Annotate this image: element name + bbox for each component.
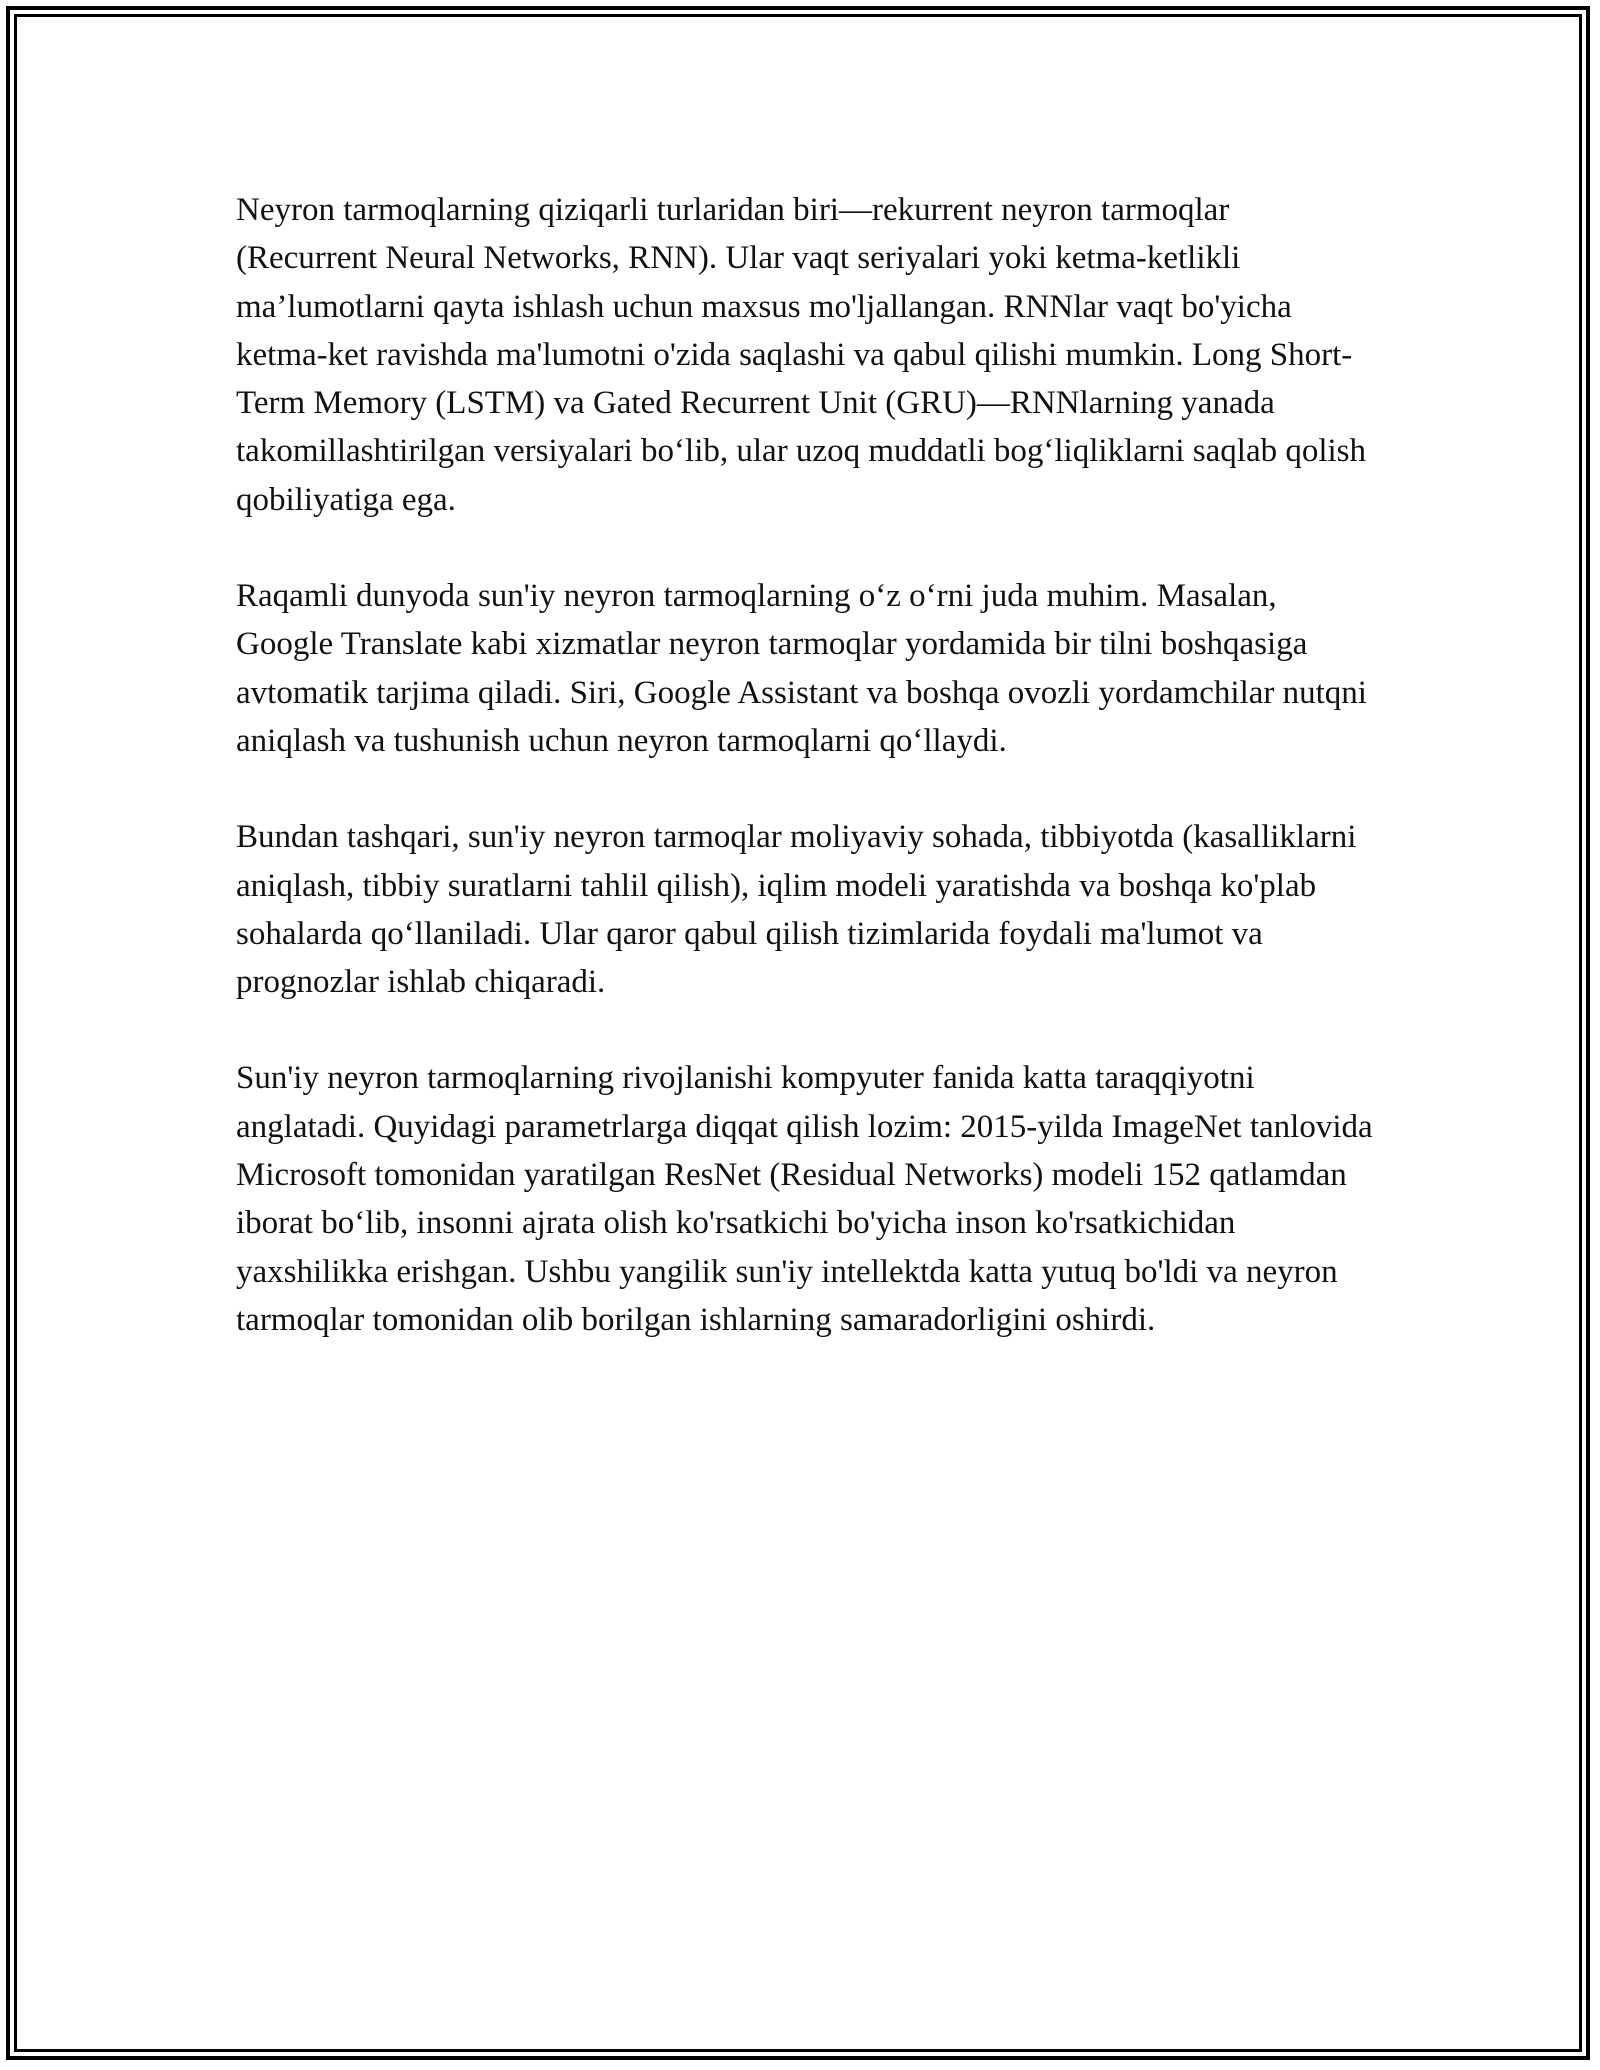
paragraph-digital-world: Raqamli dunyoda sun'iy neyron tarmoqlarning o‘z o‘rni juda muhim. Masalan, Google Translate kabi xizmatlar neyron tarmoqlar yordamida bir tilni boshqasiga avtomatik tarjima qiladi. Siri, Google Assistant va boshqa ovozli yordamchilar nutqni aniqlash va tushunish uchun neyron tarmoqlarni qo‘llaydi. (236, 578, 1367, 759)
paragraph-resnet: Sun'iy neyron tarmoqlarning rivojlanishi kompyuter fanida katta taraqqiyotni anglatadi. Quyidagi parametrlarga diqqat qilish lozim: 2015-yilda ImageNet tanlovida Microsoft tomonidan yaratilgan ResNet (Residual Networks) modeli 152 qatlamdan iborat bo‘lib, insonni ajrata olish ko'rsatkichi bo'yicha inson ko'rsatkichidan yaxshilikka erishgan. Ushbu yangilik sun'iy intellektda katta yutuq bo'ldi va neyron tarmoqlar tomonidan olib borilgan ishlarning samaradorligini oshirdi. (236, 1060, 1373, 1338)
paragraph-rnn: Neyron tarmoqlarning qiziqarli turlaridan biri—rekurrent neyron tarmoqlar (Recurrent Neural Networks, RNN). Ular vaqt seriyalari yoki ketma-ketlikli ma’lumotlarni qayta ishlash uchun maxsus mo'ljallangan. RNNlar vaqt bo'yicha ketma-ket ravishda ma'lumotni o'zida saqlashi va qabul qilishi mumkin. Long Short-Term Memory (LSTM) va Gated Recurrent Unit (GRU)—RNNlarning yanada takomillashtirilgan versiyalari bo‘lib, ular uzoq muddatli bog‘liqliklarni saqlab qolish qobiliyatiga ega. (236, 192, 1367, 518)
paragraph-applications: Bundan tashqari, sun'iy neyron tarmoqlar moliyaviy sohada, tibbiyotda (kasalliklarni aniqlash, tibbiy suratlarni tahlil qilish), iqlim modeli yaratishda va boshqa ko'plab sohalarda qo‘llaniladi. Ular qaror qabul qilish tizimlarida foydali ma'lumot va prognozlar ishlab chiqaradi. (236, 819, 1357, 1001)
document-body (236, 186, 1376, 1392)
